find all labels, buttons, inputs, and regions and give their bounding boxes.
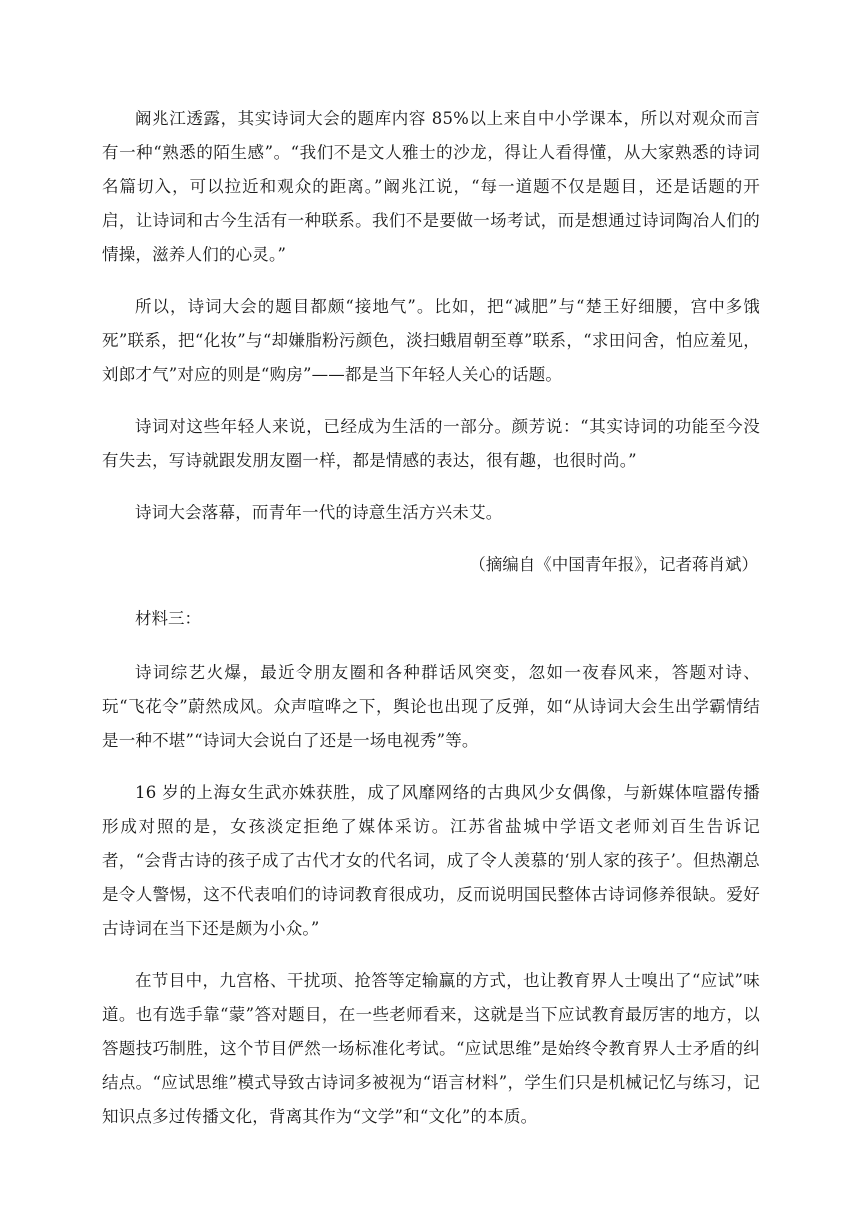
paragraph-2: 所以，诗词大会的题目都颇“接地气”。比如，把“减肥”与“楚王好细腰，宫中多饿死”联系，把“化妆”与“却嫌脂粉污颜色，淡扫蛾眉朝至尊”联系，“求田问舍，怕应羞见，刘郎才气”对应的则是“购房”——都是当下年轻人关心的话题。: [102, 297, 760, 384]
paragraph-5: 诗词综艺火爆，最近令朋友圈和各种群话风突变，忽如一夜春风来，答题对诗、玩“飞花令”蔚然成风。众声喧哗之下，舆论也出现了反弹，如“从诗词大会生出学霸情结是一种不堪”“诗词大会说白了还是一场电视秀”等。: [102, 663, 760, 750]
paragraph-7: 在节目中，九宫格、干扰项、抢答等定输赢的方式，也让教育界人士嗅出了“应试”味道。也有选手靠“蒙”答对题目，在一些老师看来，这就是当下应试教育最厉害的地方，以答题技巧制胜，这个节目俨然一场标准化考试。“应试思维”是始终令教育界人士矛盾的纠结点。“应试思维”模式导致古诗词多被视为“语言材料”，学生们只是机械记忆与练习，记知识点多过传播文化，背离其作为“文学”和“文化”的本质。: [102, 971, 760, 1126]
paragraph-4: 诗词大会落幕，而青年一代的诗意生活方兴未艾。: [135, 503, 503, 522]
paragraph-3: 诗词对这些年轻人来说，已经成为生活的一部分。颜芳说：“其实诗词的功能至今没有失去，写诗就跟发朋友圈一样，都是情感的表达，很有趣，也很时尚。”: [102, 417, 760, 470]
source-note: （摘编自《中国青年报》，记者蒋肖斌）: [469, 555, 758, 574]
paragraph-6: 16 岁的上海女生武亦姝获胜，成了风靡网络的古典风少女偶像，与新媒体喧嚣传播形成对照的是，女孩淡定拒绝了媒体采访。江苏省盐城中学语文老师刘百生告诉记者，“会背古诗的孩子成了古代才女的代名词，成了令人羡慕的‘别人家的孩子’。但热潮总是令人警惕，这不代表咱们的诗词教育很成功，反而说明国民整体古诗词修养很缺。爱好古诗词在当下还是颇为小众。”: [102, 783, 760, 938]
paragraph-1: 阚兆江透露，其实诗词大会的题库内容 85%以上来自中小学课本，所以对观众而言有一种“熟悉的陌生感”。“我们不是文人雅士的沙龙，得让人看得懂，从大家熟悉的诗词名篇切入，可以拉近和观众的距离。”阚兆江说，“每一道题不仅是题目，还是话题的开启，让诗词和古今生活有一种联系。我们不是要做一场考试，而是想通过诗词陶冶人们的情操，滋养人们的心灵。”: [102, 109, 760, 264]
material-heading: 材料三：: [135, 609, 201, 628]
